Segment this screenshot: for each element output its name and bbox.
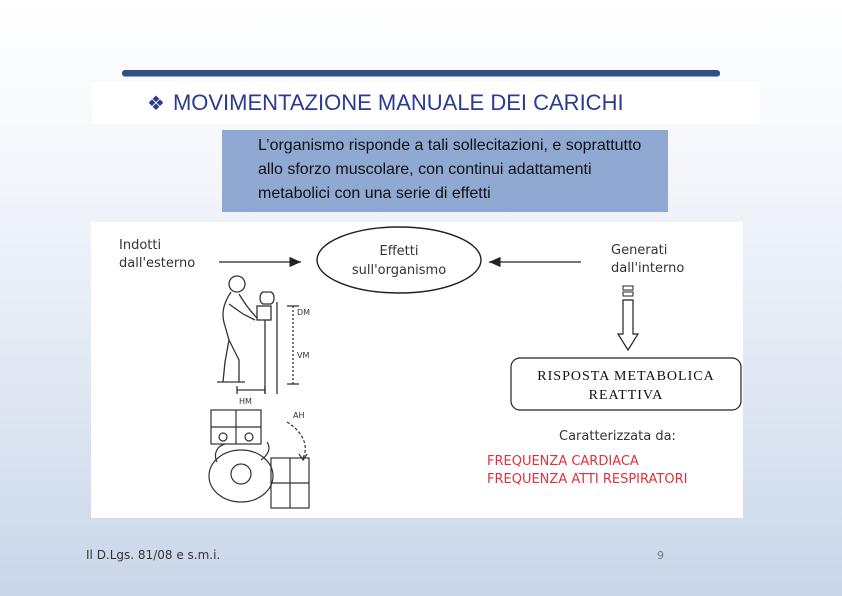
effect-heart-rate: FREQUENZA CARDIACA	[487, 454, 639, 469]
measure-vm: VM	[297, 351, 310, 360]
measure-dm: DM	[297, 308, 311, 317]
slide-title	[147, 88, 667, 119]
callout-box: L’organismo risponde a tali sollecitazioni, e soprattutto allo sforzo muscolare, con continui adattamenti metabolici con una serie di effetti	[222, 130, 668, 212]
slide-title-text: MOVIMENTAZIONE MANUALE DEI CARICHI	[172, 90, 624, 115]
metabolic-response-figure	[91, 222, 743, 518]
response-line1: RISPOSTA METABOLICA	[537, 369, 715, 384]
center-label-line1: Effetti	[379, 244, 419, 259]
top-view-rotation-illustration	[209, 410, 309, 508]
measure-hm: HM	[239, 397, 252, 406]
down-arrow-icon	[618, 286, 638, 350]
right-label-line1: Generati	[611, 243, 668, 258]
effect-respiratory-rate: FREQUENZA ATTI RESPIRATORI	[487, 472, 688, 487]
center-label-line2: sull'organismo	[351, 263, 447, 278]
worker-lifting-illustration	[217, 276, 299, 394]
footer-legal-reference: Il D.Lgs. 81/08 e s.m.i.	[86, 548, 221, 562]
diamond-bullet-icon: ❖	[147, 93, 165, 115]
effects-ellipse	[317, 227, 481, 293]
title-underline-bar	[122, 70, 720, 77]
page-number: 9	[657, 549, 664, 562]
figure-diagram	[91, 222, 743, 518]
right-label-line2: dall'interno	[611, 261, 685, 276]
left-label-line2: dall'esterno	[119, 256, 196, 271]
left-label-line1: Indotti	[119, 238, 162, 253]
characterized-by-label: Caratterizzata da:	[559, 429, 676, 444]
response-line2: REATTIVA	[588, 388, 664, 403]
measure-ah: AH	[293, 411, 305, 420]
